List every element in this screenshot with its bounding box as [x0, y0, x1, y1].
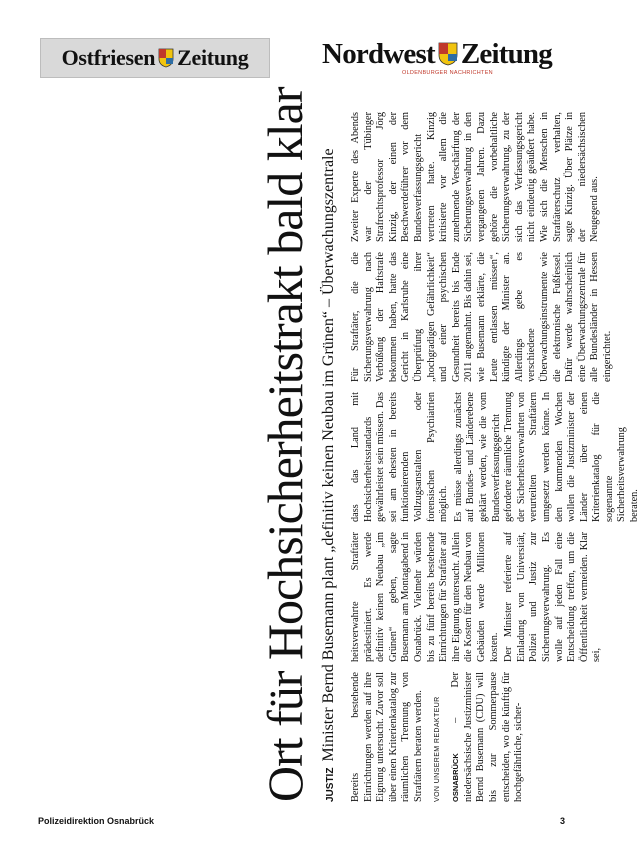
column-1-body-text: – Der niedersächsische Justizminister Bernd Busemann (CDU) will bis zur Sommerpause entscheiden, wo die künftig für hochgefährliche, sicher- [450, 672, 525, 802]
logo-nwz-text-1: Nordwest [322, 38, 435, 70]
logo-ostfriesen-zeitung [40, 38, 270, 78]
logo-ostfriesen-text-1: Ostfriesen [61, 45, 156, 70]
column-3-paragraph-1: dass das Land mit Hochsicherheitsstandards gewährleistet sein müssen. Das sei am ehesten in bereits funktionierenden Vollzugsanstalten oder forensischen Psychiatrien möglich. [350, 392, 450, 522]
page-number: 3 [559, 816, 565, 826]
article-column-3 [350, 392, 644, 522]
page-footer [38, 816, 565, 826]
column-4-paragraph-1: Für Straftäter, die die Sicherungsverwahrung nach Verbüßung der Haftstrafe bekommen haben, hatte das Gericht in Karlsruhe eine Überprüfung ihrer „hochgradigen Gefährlichkeit“ und einer psychischen Gesundheit bereits bis Ende 2011 angemahnt. Bis dahin sei, wie Busemann erklärte, die Leute entlassen müssen“, kündigte der Minister an. Allerdings gebe es verschiedene Überwachungsinstrumente wie die elektronische Fußfessel. Dafür werde wahrscheinlich eine Überwachungszentrale für alle Bundesländer in Hessen eingerichtet. [350, 252, 613, 382]
article-column-5 [350, 112, 644, 242]
article-column-4 [350, 252, 644, 382]
article-column-2 [350, 532, 644, 662]
column-5-paragraph-1: Zweiter Experte des Abends war der Tübinger Strafrechtsprofessor Jörg Kinzig, der einen der Beschwerdeführer vor dem Bundesverfassungsgericht vertreten hatte. Kinzig kritisierte vor allem die zunehmende Verschärfung der Sicherungsverwahrung in den vergangenen Jahren. Dazu gehöre die vorbehaltliche Sicherungsverwahrung, zu der sich das Verfassungsgericht nicht eindeutig geäußert habe. Wie sich die Menschen in Straftäterschutz verhalten, sagte Kinzig. Über Plätze in der niedersächsischen Neugegend aus. [350, 112, 601, 242]
logo-ostfriesen-text-2: Zeitung [177, 45, 249, 70]
article-headline: Ort für Hochsicherheitstrakt bald klar [257, 87, 313, 802]
article-location: OSNABRÜCK [451, 753, 461, 802]
column-1-lead: Bereits bestehende Einrichtungen werden auf ihre Eignung untersucht. Zuvor soll über einen Kriterienkatalog zur räumlichen Trennung von Straftätern beraten werden. [350, 672, 424, 802]
logo-nwz-text-2: Zeitung [460, 38, 552, 70]
crest-icon [158, 48, 174, 68]
article-subline [320, 102, 340, 802]
article-rotated [257, 87, 641, 802]
footer-source: Polizeidirektion Osnabrück [38, 816, 155, 826]
column-2-paragraph-1: heitsverwahrte Straftäter prädestiniert. Es werde definitiv keinen Neubau „im Grünen“ geben, sagte Busemann am Montagabend in Osnabrück. Vielmehr würden bis zu fünf bereits bestehende Einrichtungen für Straftäter auf ihre Eignung untersucht. Allein die Kosten für den Neubau von Gebäuden werde Millionen kosten. [350, 532, 500, 662]
logo-nwz-subtitle: OLDENBURGER NACHRICHTEN [402, 70, 493, 76]
column-1-body [450, 672, 526, 802]
crest-icon [438, 42, 458, 66]
article-column-1 [350, 672, 644, 802]
column-2-paragraph-2: Der Minister referierte auf Einladung von Universität, Polizei und Justiz zur Sicherungsverwahrung. Es wolle auf jeden Fall eine Entscheidung treffen, um die Öffentlichkeit vermeiden. Klar sei, [503, 532, 603, 662]
column-3-paragraph-2: Es müsse allerdings zunächst auf Bundes- und Länderebene geklärt werden, wie die vom Bundesverfassungsgericht geforderte räumliche Trennung der Sicherheitsverwahrten von verurteilten Straftätern umgesetzt werden könne. In den kommenden Wochen wollen die Justizminister der Länder über einen Kriterienkatalog für die sogenannte Sicherheitsverwahrung beraten. [452, 392, 641, 522]
article-subline-text: Minister Bernd Busemann plant „definitiv keinen Neubau im Grünen“ – Überwachungszentrale [320, 148, 337, 762]
logo-nordwest-zeitung [312, 38, 562, 82]
article-tag: JUSTIZ [325, 767, 336, 802]
article-byline: VON UNSEREM REDAKTEUR [433, 696, 441, 802]
